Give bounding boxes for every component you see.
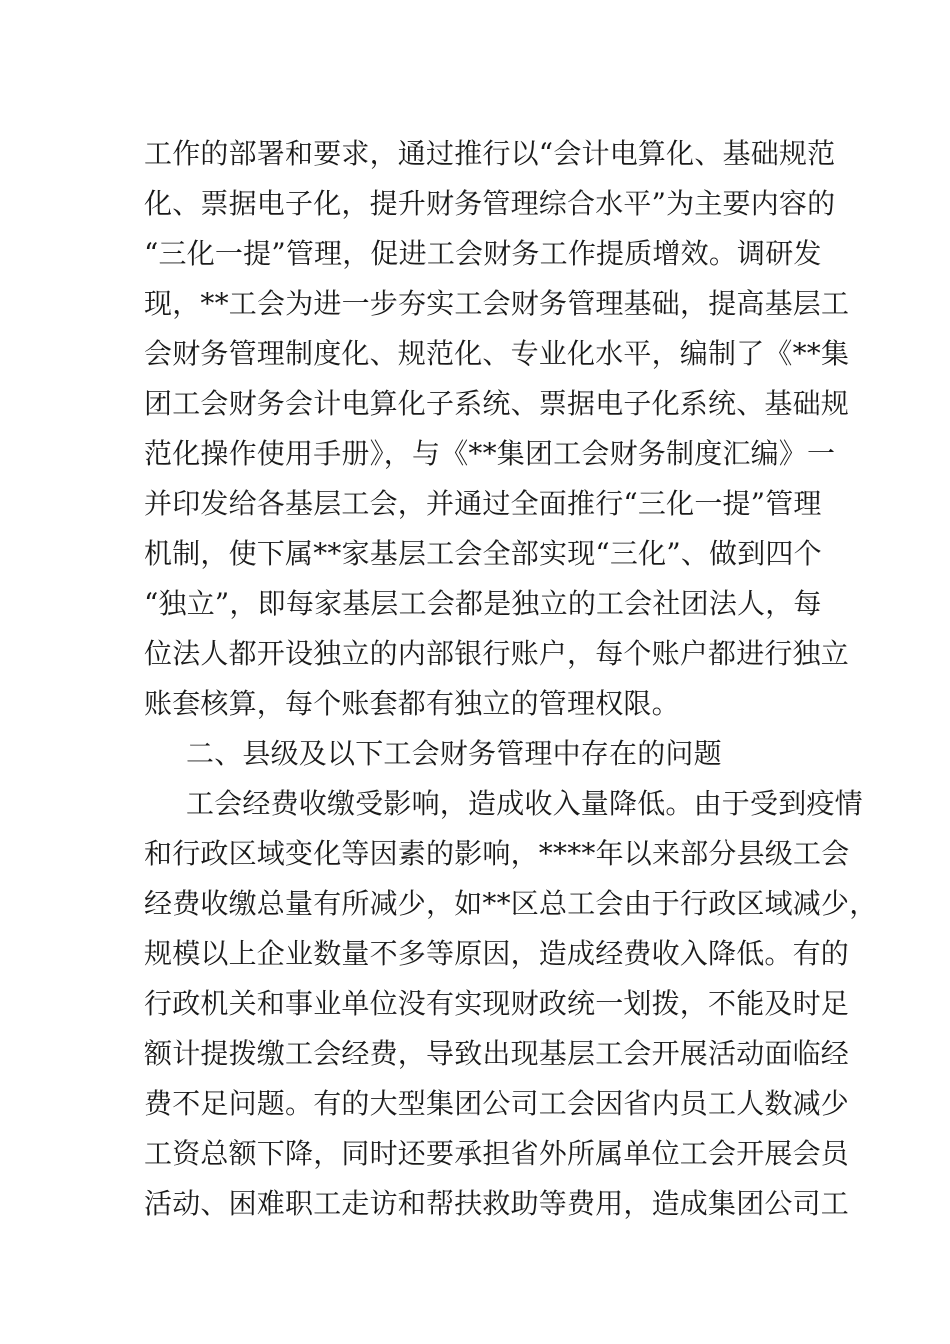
- text-line: 位法人都开设独立的内部银行账户，每个账户都进行独立: [144, 637, 850, 670]
- text-line: 账套核算，每个账套都有独立的管理权限。: [144, 687, 680, 720]
- text-line: 工会经费收缴受影响，造成收入量降低。由于受到疫情: [186, 787, 863, 820]
- text-line: 团工会财务会计电算化子系统、票据电子化系统、基础规: [144, 387, 850, 420]
- text-line: 经费收缴总量有所减少，如**区总工会由于行政区域减少，: [144, 887, 878, 920]
- text-line: 并印发给各基层工会，并通过全面推行“三化一提”管理: [144, 487, 822, 520]
- text-line: 和行政区域变化等因素的影响，****年以来部分县级工会: [144, 837, 850, 870]
- text-line: 工作的部署和要求，通过推行以“会计电算化、基础规范: [144, 137, 836, 170]
- text-line: 活动、困难职工走访和帮扶救助等费用，造成集团公司工: [144, 1187, 850, 1220]
- text-line: “独立”，即每家基层工会都是独立的工会社团法人，每: [144, 587, 822, 620]
- text-line: 化、票据电子化，提升财务管理综合水平”为主要内容的: [144, 187, 836, 220]
- text-line: “三化一提”管理，促进工会财务工作提质增效。调研发: [144, 237, 822, 270]
- text-line: 额计提拨缴工会经费，导致出现基层工会开展活动面临经: [144, 1037, 850, 1070]
- section-heading: 二、县级及以下工会财务管理中存在的问题: [186, 737, 722, 770]
- text-line: 工资总额下降，同时还要承担省外所属单位工会开展会员: [144, 1137, 850, 1170]
- text-line: 现，**工会为进一步夯实工会财务管理基础，提高基层工: [144, 287, 850, 320]
- text-line: 费不足问题。有的大型集团公司工会因省内员工人数减少: [144, 1087, 850, 1120]
- text-line: 机制，使下属**家基层工会全部实现“三化”、做到四个: [144, 537, 822, 570]
- text-line: 会财务管理制度化、规范化、专业化水平，编制了《**集: [144, 337, 850, 370]
- text-line: 行政机关和事业单位没有实现财政统一划拨，不能及时足: [144, 987, 850, 1020]
- text-line: 范化操作使用手册》，与《**集团工会财务制度汇编》一: [144, 437, 836, 470]
- text-line: 规模以上企业数量不多等原因，造成经费收入降低。有的: [144, 937, 850, 970]
